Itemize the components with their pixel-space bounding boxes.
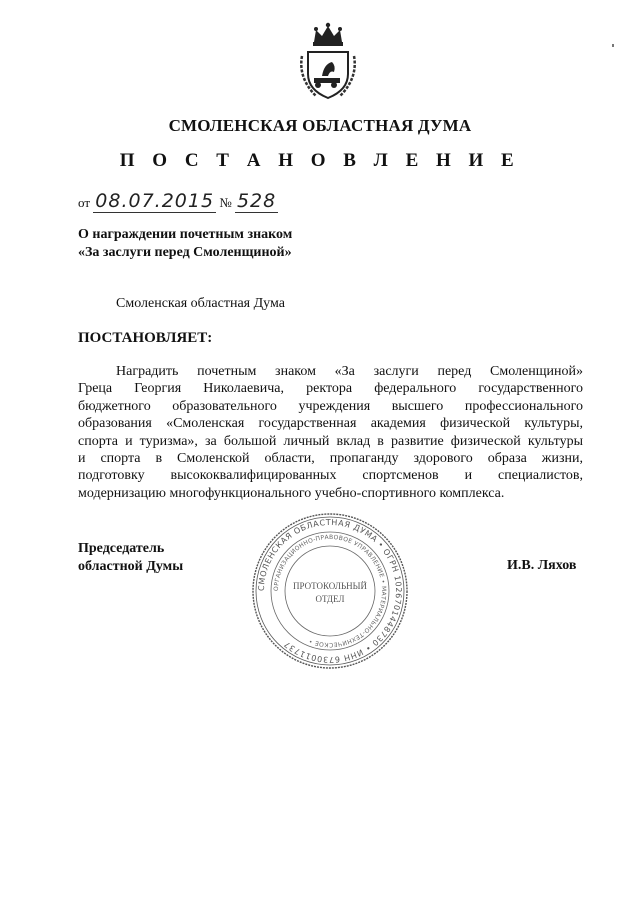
subject-line: «За заслуги перед Смоленщиной» — [78, 245, 292, 260]
body-line: модернизацию многофункционального учебно-спортивного комплекса. — [78, 485, 505, 501]
body-line: Наградить почетным знаком «За заслуги перед Смоленщиной» — [116, 364, 583, 379]
signatory-name: И.В. Ляхов — [507, 558, 577, 573]
body-line: бюджетного образовательного учреждения высшего профессионального — [78, 398, 583, 414]
date-number-line — [78, 190, 278, 213]
stamp-outer-text: СМОЛЕНСКАЯ ОБЛАСТНАЯ ДУМА • ОГРН 1026701448730 • ИНН 6730011737 — [256, 517, 404, 665]
stamp-inner-text: ОРГАНИЗАЦИОННО-ПРАВОВОЕ УПРАВЛЕНИЕ • МАТЕРИАЛЬНО-ТЕХНИЧЕСКОЕ • — [272, 533, 388, 649]
body-line: Греца Георгия Николаевича, ректора федерального государственного — [78, 381, 583, 397]
number-prefix: № — [219, 195, 232, 210]
signatory-title — [78, 540, 183, 576]
stamp-center-line: ПРОТОКОЛЬНЫЙ — [293, 581, 367, 591]
official-stamp — [249, 510, 411, 672]
organization-title: СМОЛЕНСКАЯ ОБЛАСТНАЯ ДУМА — [168, 116, 472, 135]
subject-line: О награждении почетным знаком — [78, 227, 293, 242]
scan-speck — [612, 44, 614, 47]
document-number: 528 — [236, 190, 277, 212]
document-date: 08.07.2015 — [95, 190, 215, 212]
body-line: спорта и туризма», за большой личный вклад в развитие физической культуры — [78, 433, 583, 449]
signatory-title-line: Председатель — [78, 541, 165, 556]
smolensk-coat-of-arms-icon — [296, 22, 360, 102]
body-line: подготовку высококвалифицированных спортсменов и специалистов, — [78, 468, 583, 484]
intro-text: Смоленская областная Дума — [116, 296, 285, 311]
decree-heading: ПОСТАНОВЛЯЕТ: — [78, 330, 213, 346]
stamp-center-line: ОТДЕЛ — [315, 594, 345, 604]
signatory-title-line: областной Думы — [78, 559, 184, 574]
document-subject — [78, 226, 292, 262]
date-prefix: от — [78, 195, 91, 210]
body-line: образования «Смоленская государственная академия физической культуры, — [78, 416, 583, 432]
document-type: П О С Т А Н О В Л Е Н И Е — [119, 150, 521, 171]
decree-body — [78, 363, 583, 502]
body-line: и спорта в Смоленской области, пропаганду здорового образа жизни, — [78, 451, 583, 467]
